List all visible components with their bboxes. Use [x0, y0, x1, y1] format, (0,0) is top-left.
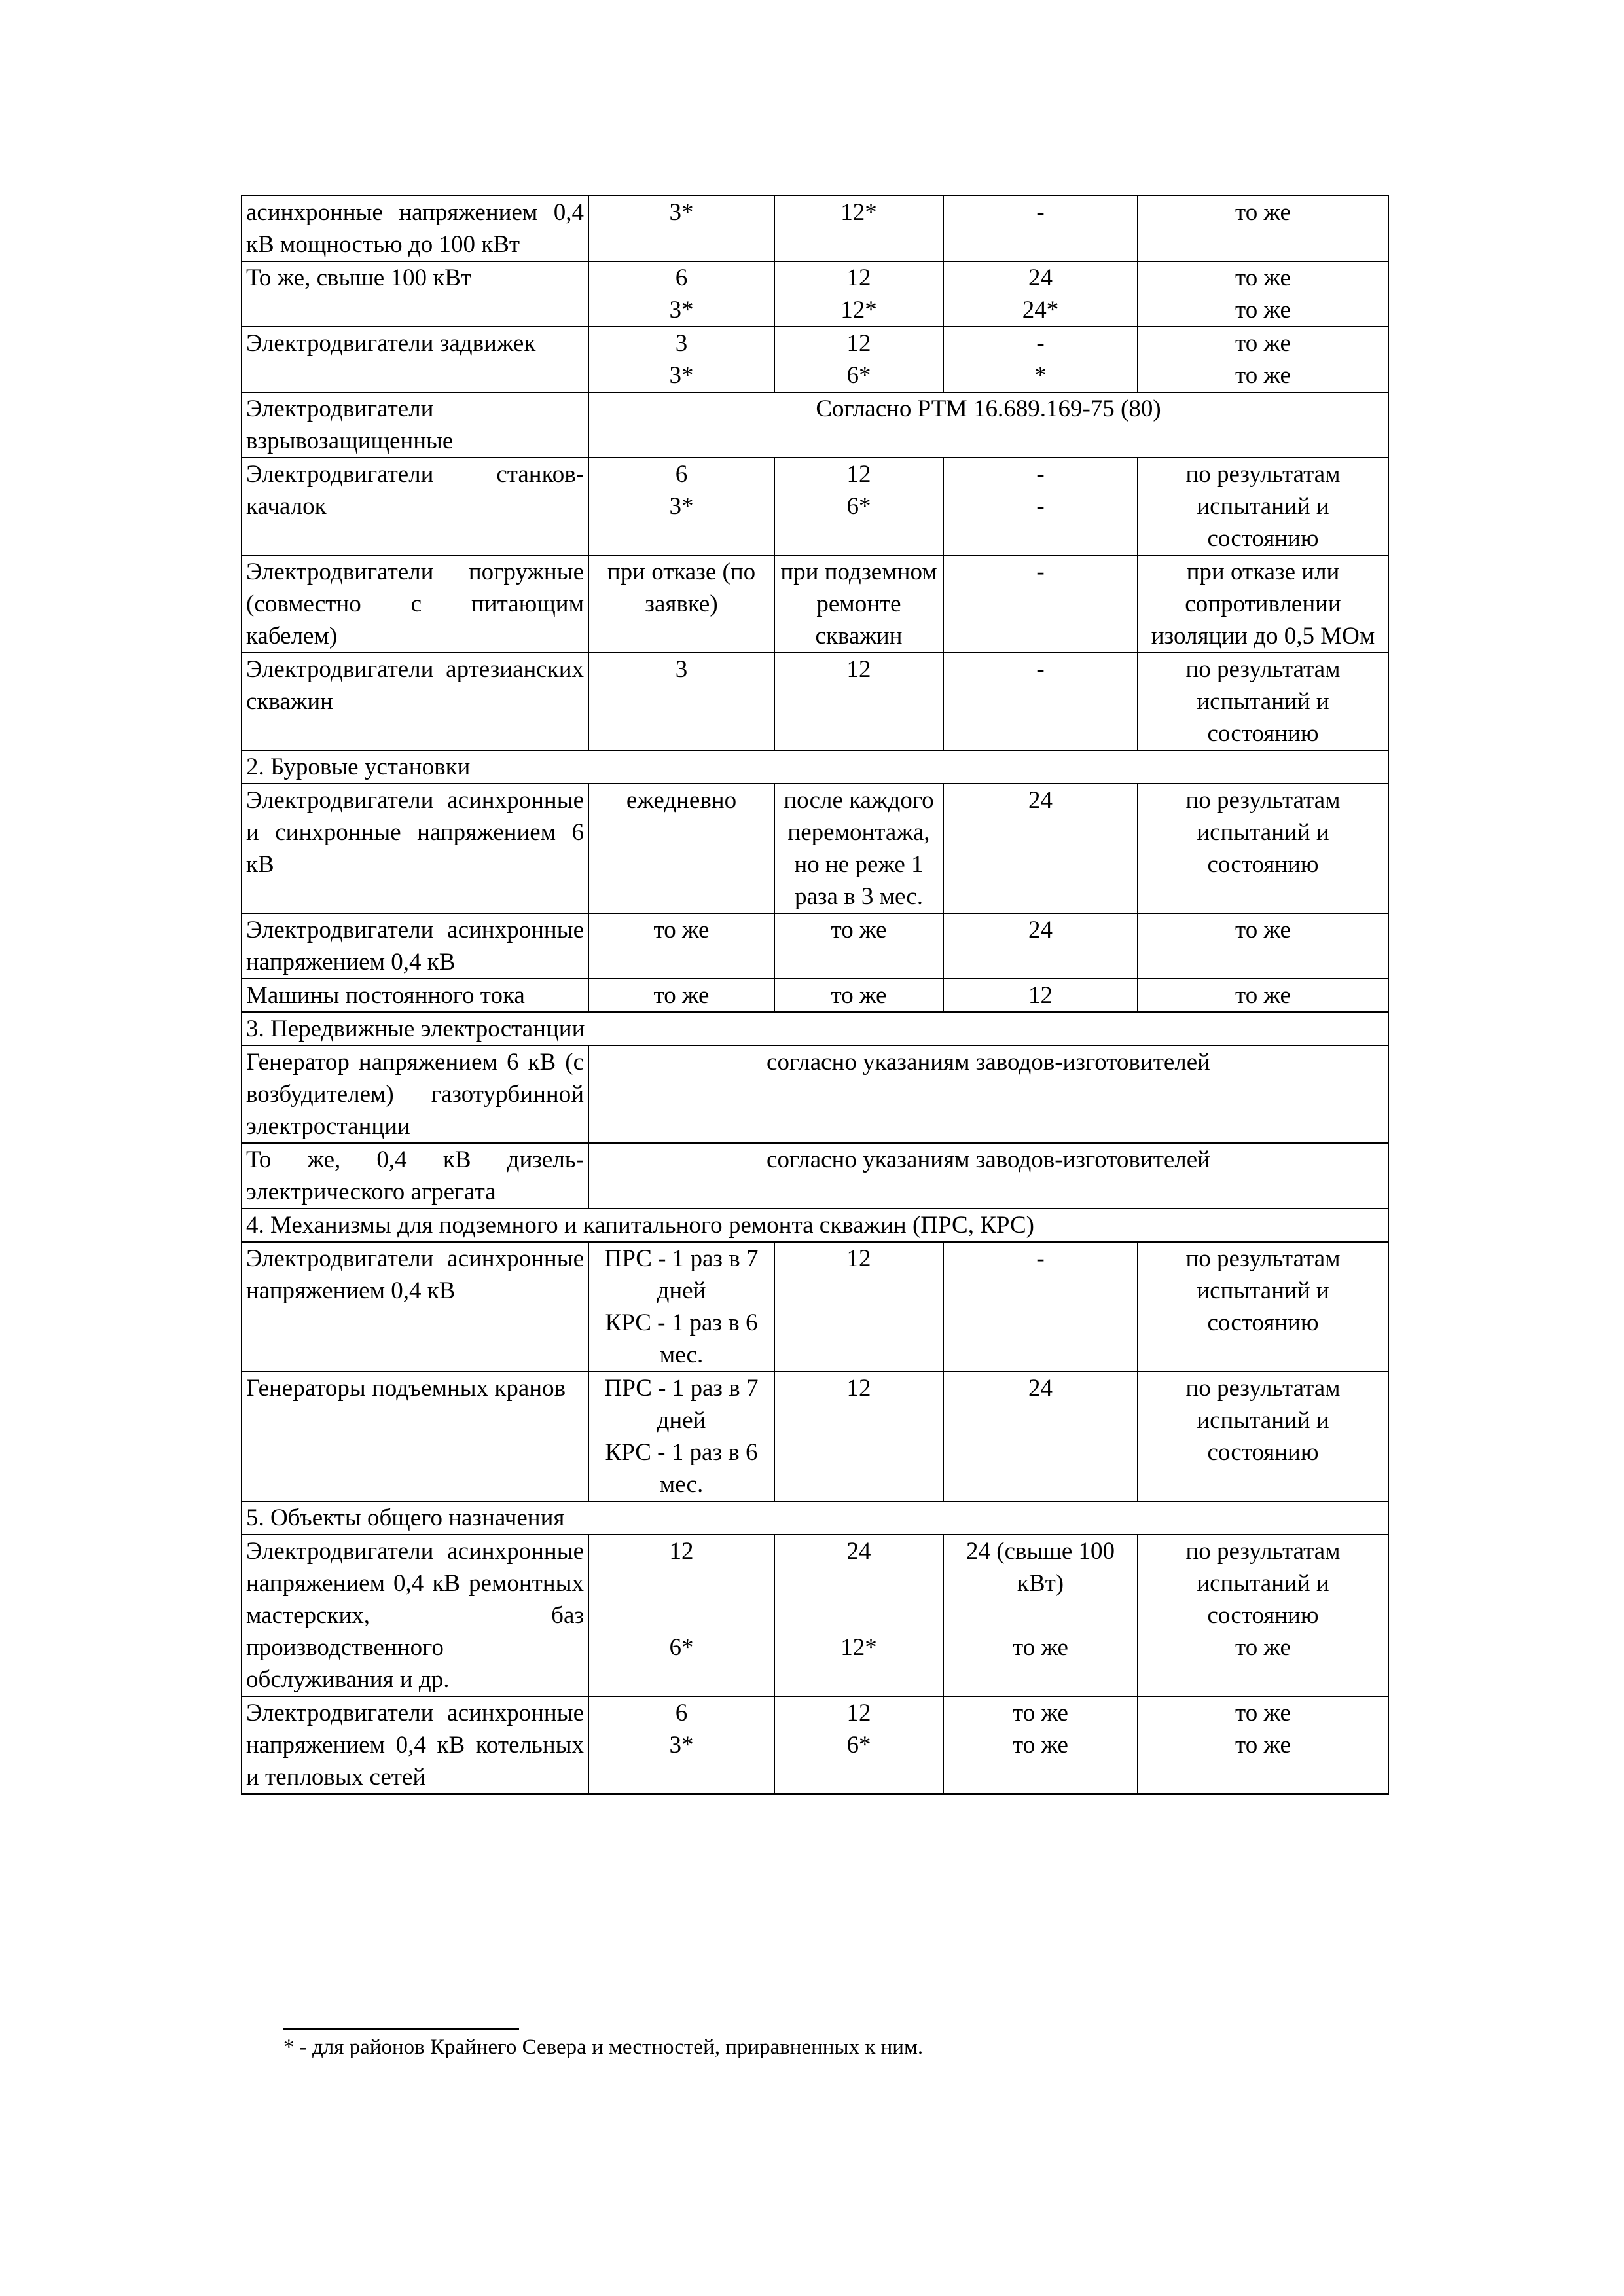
- period-3-cell-text: то же то же: [1013, 1700, 1068, 1758]
- equipment-name-cell: [242, 653, 588, 750]
- period-2-cell-text: 12: [846, 656, 871, 683]
- equipment-name-cell-text: То же, свыше 100 кВт: [246, 264, 472, 291]
- equipment-name-cell: [242, 979, 588, 1012]
- table-row: [242, 555, 1388, 653]
- period-1-cell: [588, 913, 774, 979]
- note-cell-text: по результатам испытаний и состоянию: [1185, 787, 1341, 878]
- section-row: [242, 750, 1388, 784]
- merged-note-cell: [588, 392, 1388, 458]
- period-2-cell: [774, 784, 943, 913]
- note-cell-text: по результатам испытаний и состоянию: [1185, 1245, 1341, 1336]
- equipment-name-cell-text: Электродвигатели погружные (совместно с питающим кабелем): [246, 558, 584, 649]
- period-1-cell-text: 12 6*: [669, 1538, 694, 1661]
- section-heading: [242, 1012, 1388, 1046]
- period-3-cell-text: - *: [1034, 330, 1047, 389]
- section-heading-text: 4. Механизмы для подземного и капитального ремонта скважин (ПРС, КРС): [246, 1212, 1034, 1239]
- equipment-name-cell-text: Электродвигатели артезианских скважин: [246, 656, 584, 715]
- period-3-cell-text: 24 (свыше 100 кВт) то же: [966, 1538, 1115, 1661]
- period-3-cell: [943, 1242, 1138, 1372]
- note-cell-text: то же: [1235, 199, 1291, 226]
- period-3-cell-text: -: [1036, 1245, 1045, 1272]
- period-2-cell: [774, 913, 943, 979]
- period-2-cell-text: 12*: [840, 199, 877, 226]
- table-row: [242, 327, 1388, 392]
- section-heading: [242, 1501, 1388, 1535]
- period-3-cell-text: -: [1036, 656, 1045, 683]
- period-2-cell-text: то же: [831, 982, 887, 1009]
- table-row: [242, 196, 1388, 261]
- period-3-cell: [943, 979, 1138, 1012]
- equipment-name-cell: [242, 1535, 588, 1696]
- equipment-name-cell-text: То же, 0,4 кВ дизель-электрического агрегата: [246, 1146, 584, 1205]
- note-cell: [1138, 1535, 1388, 1696]
- period-1-cell: [588, 327, 774, 392]
- table-row: [242, 1143, 1388, 1209]
- note-cell-text: то же то же: [1235, 1700, 1291, 1758]
- table-row: [242, 392, 1388, 458]
- period-1-cell: [588, 196, 774, 261]
- equipment-name-cell: [242, 458, 588, 555]
- section-heading-text: 2. Буровые установки: [246, 754, 471, 780]
- period-3-cell: [943, 1372, 1138, 1501]
- equipment-name-cell-text: Электродвигатели асинхронные напряжением 0,4 кВ котельных и тепловых сетей: [246, 1700, 584, 1791]
- period-2-cell-text: 12: [846, 1375, 871, 1402]
- equipment-name-cell: [242, 261, 588, 327]
- period-2-cell: [774, 1696, 943, 1794]
- period-3-cell-text: 24 24*: [1022, 264, 1059, 323]
- period-1-cell: [588, 261, 774, 327]
- section-heading-text: 3. Передвижные электростанции: [246, 1015, 585, 1042]
- period-1-cell-text: 3*: [669, 199, 694, 226]
- note-cell: [1138, 784, 1388, 913]
- period-1-cell: [588, 1696, 774, 1794]
- note-cell: [1138, 1242, 1388, 1372]
- document-page: [241, 195, 1388, 1795]
- equipment-name-cell: [242, 392, 588, 458]
- period-3-cell: [943, 261, 1138, 327]
- period-1-cell: [588, 653, 774, 750]
- period-3-cell: [943, 1535, 1138, 1696]
- period-3-cell: [943, 913, 1138, 979]
- period-3-cell-text: -: [1036, 558, 1045, 585]
- merged-note-cell: [588, 1143, 1388, 1209]
- section-row: [242, 1501, 1388, 1535]
- table-row: [242, 1242, 1388, 1372]
- period-1-cell: [588, 979, 774, 1012]
- equipment-name-cell: [242, 1046, 588, 1143]
- equipment-name-cell-text: Электродвигатели взрывозащищенные: [246, 395, 454, 454]
- note-cell: [1138, 979, 1388, 1012]
- note-cell-text: то же: [1235, 917, 1291, 943]
- equipment-name-cell-text: Машины постоянного тока: [246, 982, 525, 1009]
- note-cell: [1138, 1696, 1388, 1794]
- period-2-cell: [774, 458, 943, 555]
- period-1-cell-text: 3 3*: [669, 330, 694, 389]
- period-3-cell: [943, 458, 1138, 555]
- equipment-name-cell: [242, 784, 588, 913]
- note-cell-text: то же то же: [1235, 330, 1291, 389]
- period-1-cell-text: 6 3*: [669, 461, 694, 520]
- note-cell: [1138, 913, 1388, 979]
- equipment-name-cell-text: Электродвигатели асинхронные напряжением 0,4 кВ: [246, 1245, 584, 1304]
- period-1-cell-text: то же: [653, 982, 710, 1009]
- period-3-cell: [943, 196, 1138, 261]
- equipment-name-cell-text: Электродвигатели асинхронные напряжением 0,4 кВ ремонтных мастерских, баз производственного обслуживания и др.: [246, 1538, 584, 1693]
- equipment-name-cell: [242, 327, 588, 392]
- period-1-cell-text: при отказе (по заявке): [607, 558, 756, 617]
- period-1-cell: [588, 1372, 774, 1501]
- period-2-cell-text: то же: [831, 917, 887, 943]
- note-cell: [1138, 555, 1388, 653]
- note-cell: [1138, 327, 1388, 392]
- period-2-cell-text: 12 6*: [846, 1700, 871, 1758]
- period-2-cell-text: 12: [846, 1245, 871, 1272]
- equipment-name-cell-text: Генератор напряжением 6 кВ (с возбудителем) газотурбинной электростанции: [246, 1049, 584, 1140]
- equipment-name-cell: [242, 196, 588, 261]
- note-cell-text: то же: [1235, 982, 1291, 1009]
- table-row: [242, 1372, 1388, 1501]
- period-2-cell-text: после каждого перемонтажа, но не реже 1 раза в 3 мес.: [784, 787, 934, 910]
- section-heading-text: 5. Объекты общего назначения: [246, 1504, 565, 1531]
- period-2-cell: [774, 327, 943, 392]
- table-row: [242, 1535, 1388, 1696]
- equipment-name-cell-text: Электродвигатели асинхронные напряжением 0,4 кВ: [246, 917, 584, 975]
- equipment-name-cell: [242, 555, 588, 653]
- period-3-cell: [943, 327, 1138, 392]
- table-body: [242, 196, 1388, 1794]
- table-row: [242, 913, 1388, 979]
- table-row: [242, 784, 1388, 913]
- note-cell-text: при отказе или сопротивлении изоляции до 0,5 МОм: [1151, 558, 1375, 649]
- equipment-name-cell-text: Электродвигатели станков-качалок: [246, 461, 584, 520]
- period-2-cell: [774, 1372, 943, 1501]
- equipment-name-cell: [242, 1242, 588, 1372]
- period-2-cell: [774, 1242, 943, 1372]
- period-2-cell-text: 12 6*: [846, 461, 871, 520]
- note-cell-text: то же то же: [1235, 264, 1291, 323]
- period-3-cell-text: - -: [1036, 461, 1045, 520]
- period-1-cell: [588, 1535, 774, 1696]
- note-cell: [1138, 196, 1388, 261]
- period-3-cell-text: -: [1036, 199, 1045, 226]
- period-3-cell-text: 12: [1028, 982, 1053, 1009]
- note-cell-text: по результатам испытаний и состоянию: [1185, 656, 1341, 747]
- period-3-cell: [943, 1696, 1138, 1794]
- section-row: [242, 1012, 1388, 1046]
- note-cell: [1138, 1372, 1388, 1501]
- section-heading: [242, 750, 1388, 784]
- table-row: [242, 261, 1388, 327]
- period-2-cell: [774, 555, 943, 653]
- merged-note-cell-text: согласно указаниям заводов-изготовителей: [767, 1146, 1210, 1173]
- period-2-cell-text: при подземном ремонте скважин: [780, 558, 937, 649]
- period-1-cell: [588, 784, 774, 913]
- note-cell-text: по результатам испытаний и состоянию то же: [1185, 1538, 1341, 1661]
- period-2-cell-text: 24 12*: [840, 1538, 877, 1661]
- period-3-cell: [943, 784, 1138, 913]
- footnote-separator: [283, 2028, 519, 2030]
- equipment-name-cell-text: асинхронные напряжением 0,4 кВ мощностью до 100 кВт: [246, 199, 584, 258]
- period-3-cell-text: 24: [1028, 1375, 1053, 1402]
- equipment-name-cell: [242, 1143, 588, 1209]
- period-1-cell-text: 6 3*: [669, 1700, 694, 1758]
- period-1-cell: [588, 1242, 774, 1372]
- note-cell-text: по результатам испытаний и состоянию: [1185, 1375, 1341, 1466]
- period-3-cell-text: 24: [1028, 787, 1053, 814]
- period-1-cell: [588, 458, 774, 555]
- merged-note-cell: [588, 1046, 1388, 1143]
- period-2-cell: [774, 979, 943, 1012]
- period-2-cell: [774, 1535, 943, 1696]
- period-1-cell-text: ПРС - 1 раз в 7 дней КРС - 1 раз в 6 мес.: [604, 1245, 759, 1368]
- merged-note-cell-text: согласно указаниям заводов-изготовителей: [767, 1049, 1210, 1076]
- period-2-cell: [774, 196, 943, 261]
- period-1-cell: [588, 555, 774, 653]
- note-cell: [1138, 458, 1388, 555]
- period-1-cell-text: 6 3*: [669, 264, 694, 323]
- equipment-name-cell: [242, 913, 588, 979]
- footnote: * - для районов Крайнего Севера и местностей, приравненных к ним.: [283, 2035, 924, 2059]
- maintenance-table: [241, 195, 1389, 1795]
- period-2-cell: [774, 261, 943, 327]
- period-3-cell: [943, 653, 1138, 750]
- table-row: [242, 1696, 1388, 1794]
- period-2-cell-text: 12 12*: [840, 264, 877, 323]
- note-cell: [1138, 653, 1388, 750]
- period-3-cell-text: 24: [1028, 917, 1053, 943]
- period-1-cell-text: то же: [653, 917, 710, 943]
- merged-note-cell-text: Согласно РТМ 16.689.169-75 (80): [816, 395, 1161, 422]
- section-row: [242, 1209, 1388, 1242]
- period-2-cell-text: 12 6*: [846, 330, 871, 389]
- period-1-cell-text: ежедневно: [626, 787, 737, 814]
- note-cell: [1138, 261, 1388, 327]
- table-row: [242, 653, 1388, 750]
- period-1-cell-text: 3: [675, 656, 688, 683]
- equipment-name-cell: [242, 1372, 588, 1501]
- table-row: [242, 458, 1388, 555]
- period-2-cell: [774, 653, 943, 750]
- equipment-name-cell-text: Электродвигатели асинхронные и синхронные напряжением 6 кВ: [246, 787, 584, 878]
- equipment-name-cell-text: Генераторы подъемных кранов: [246, 1375, 566, 1402]
- equipment-name-cell: [242, 1696, 588, 1794]
- section-heading: [242, 1209, 1388, 1242]
- table-row: [242, 1046, 1388, 1143]
- period-1-cell-text: ПРС - 1 раз в 7 дней КРС - 1 раз в 6 мес.: [604, 1375, 759, 1498]
- equipment-name-cell-text: Электродвигатели задвижек: [246, 330, 536, 357]
- period-3-cell: [943, 555, 1138, 653]
- note-cell-text: по результатам испытаний и состоянию: [1185, 461, 1341, 552]
- table-row: [242, 979, 1388, 1012]
